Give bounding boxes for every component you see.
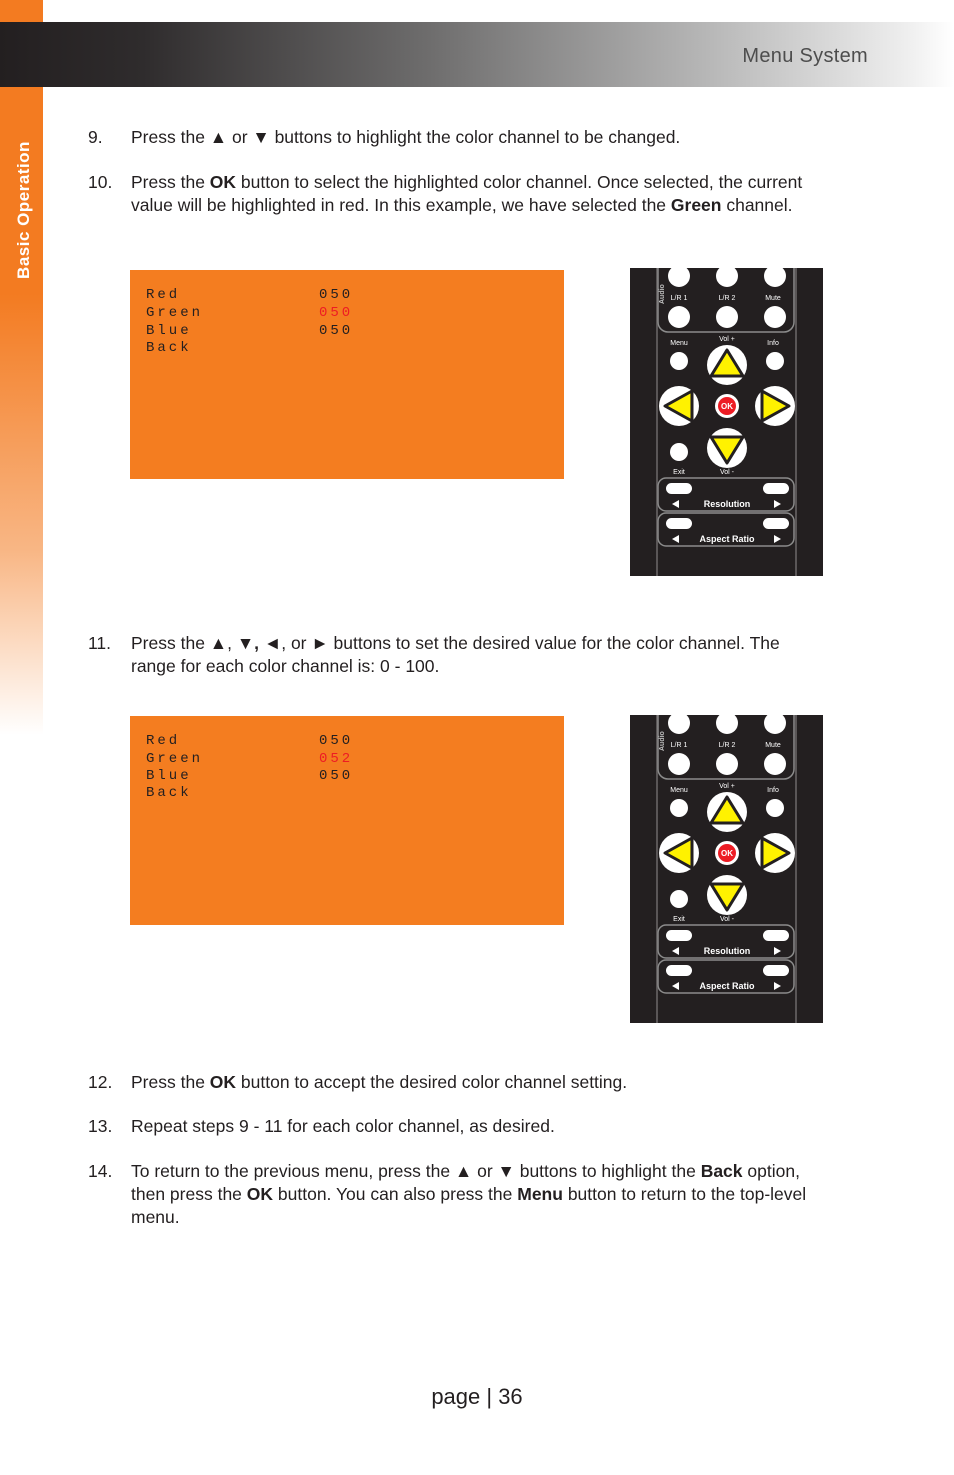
resolution-right-button-icon [763,930,789,941]
aspect-right-button-icon [763,965,789,976]
vol-minus-label: Vol - [719,916,735,923]
menu-label: Menu [670,787,688,794]
step-text [131,126,828,149]
aspect-ratio-label: Aspect Ratio [699,981,755,991]
resolution-right-arrow-icon [774,947,781,955]
ok-label: OK [721,849,733,858]
vol-plus-label: Vol + [719,336,735,343]
step-number: 11. [88,633,112,653]
info-label: Info [767,340,779,347]
exit-button-icon [670,443,688,461]
step-14 [88,1160,828,1229]
aspect-right-arrow-icon [774,982,781,990]
resolution-left-button-icon [666,930,692,941]
audio-label: Audio [659,284,666,304]
step-text [131,632,828,678]
osd-value-highlighted: 052 [319,751,354,767]
menu-button-icon [670,799,688,817]
osd-screen-2 [130,716,564,925]
step-number: 10. [88,172,113,192]
step-text [131,1071,828,1094]
osd-value: 050 [319,733,354,749]
step-text [131,1160,828,1229]
step-number: 13. [88,1116,113,1136]
audio-label: Audio [659,731,666,751]
aspect-ratio-label: Aspect Ratio [699,534,755,544]
top-button-icon [716,268,738,287]
osd-label: Green [146,305,204,321]
side-tab-top [0,0,43,22]
text-bold: Green [670,195,722,215]
text-bold: OK [246,1184,274,1204]
text-bold: Menu [517,1184,563,1204]
text-run: button to accept the desired color channel setting. [236,1072,628,1092]
remote-1 [630,268,823,576]
text-run: Repeat steps 9 - 11 for each color channel, as desired. [131,1116,555,1136]
resolution-label: Resolution [703,499,751,509]
lr1-button-icon [668,753,690,775]
ok-label: OK [721,402,733,411]
info-label: Info [767,787,779,794]
step-text [131,171,828,217]
top-button-icon [668,715,690,734]
osd-value: 050 [319,768,354,784]
osd-value: 050 [319,287,354,303]
text-bold: OK [209,1072,237,1092]
osd-value: 050 [319,323,354,339]
section-label: Basic Operation [14,141,33,279]
aspect-right-arrow-icon [774,535,781,543]
text-run: channel. [721,195,793,215]
lr1-label: L/R 1 [670,742,688,749]
step-9 [88,126,828,149]
text-bold: OK [209,172,237,192]
mute-label: Mute [765,742,781,749]
menu-button-icon [670,352,688,370]
osd-label: Green [146,751,204,767]
step-number: 12. [88,1072,113,1092]
resolution-left-button-icon [666,483,692,494]
osd-label: Back [146,340,192,356]
text-run: To return to the previous menu, press the ▲ or ▼ buttons to highlight the [131,1161,701,1181]
top-button-icon [668,268,690,287]
menu-label: Menu [670,340,688,347]
lr1-button-icon [668,306,690,328]
text-run: Press the ▲ or ▼ buttons to highlight the color channel to be changed. [131,127,681,147]
page-number: page | 36 [431,1384,523,1409]
mute-button-icon [764,306,786,328]
text-run: button to return to the top-level menu. [131,1184,807,1227]
header-bar [0,22,954,87]
remote-2 [630,715,823,1023]
lr2-label: L/R 2 [718,295,736,302]
aspect-left-arrow-icon [672,535,679,543]
osd-screen-1 [130,270,564,479]
info-button-icon [766,799,784,817]
lr2-label: L/R 2 [718,742,736,749]
step-number: 14. [88,1161,113,1181]
resolution-right-button-icon [763,483,789,494]
top-button-icon [716,715,738,734]
aspect-left-button-icon [666,518,692,529]
mute-button-icon [764,753,786,775]
aspect-left-arrow-icon [672,982,679,990]
lr1-label: L/R 1 [670,295,688,302]
header-title: Menu System [742,45,868,67]
step-11 [88,632,828,678]
step-number: 9. [88,127,103,147]
text-run: button. You can also press the [273,1184,518,1204]
text-bold: Back [700,1161,743,1181]
top-button-icon [764,268,786,287]
text-run: option, then press the [131,1161,800,1204]
resolution-right-arrow-icon [774,500,781,508]
osd-label: Blue [146,323,192,339]
exit-button-icon [670,890,688,908]
step-text [131,1115,828,1138]
osd-label: Red [146,287,181,303]
resolution-left-arrow-icon [672,500,679,508]
vol-minus-label: Vol - [719,469,735,476]
vol-plus-label: Vol + [719,783,735,790]
exit-label: Exit [673,916,685,923]
aspect-left-button-icon [666,965,692,976]
mute-label: Mute [765,295,781,302]
osd-label: Blue [146,768,192,784]
aspect-right-button-icon [763,518,789,529]
exit-label: Exit [673,469,685,476]
step-10 [88,171,828,217]
step-13 [88,1115,828,1138]
top-button-icon [764,715,786,734]
info-button-icon [766,352,784,370]
osd-label: Back [146,785,192,801]
step-12 [88,1071,828,1094]
text-run: ◄, or ► buttons to set the desired value for the color channel. The range for each color channel is: 0 - 100. [131,633,780,676]
side-tab [0,0,43,735]
text-bold: ▼, [236,633,260,653]
text-run: Press the [131,1072,210,1092]
resolution-label: Resolution [703,946,751,956]
resolution-left-arrow-icon [672,947,679,955]
lr2-button-icon [716,306,738,328]
text-run: Press the [131,172,210,192]
lr2-button-icon [716,753,738,775]
text-run: button to select the highlighted color channel. Once selected, the current value will be highlighted in red. In this example, we have selected the [131,172,803,215]
osd-value-highlighted: 050 [319,305,354,321]
text-run: Press the ▲, [131,633,237,653]
osd-label: Red [146,733,181,749]
